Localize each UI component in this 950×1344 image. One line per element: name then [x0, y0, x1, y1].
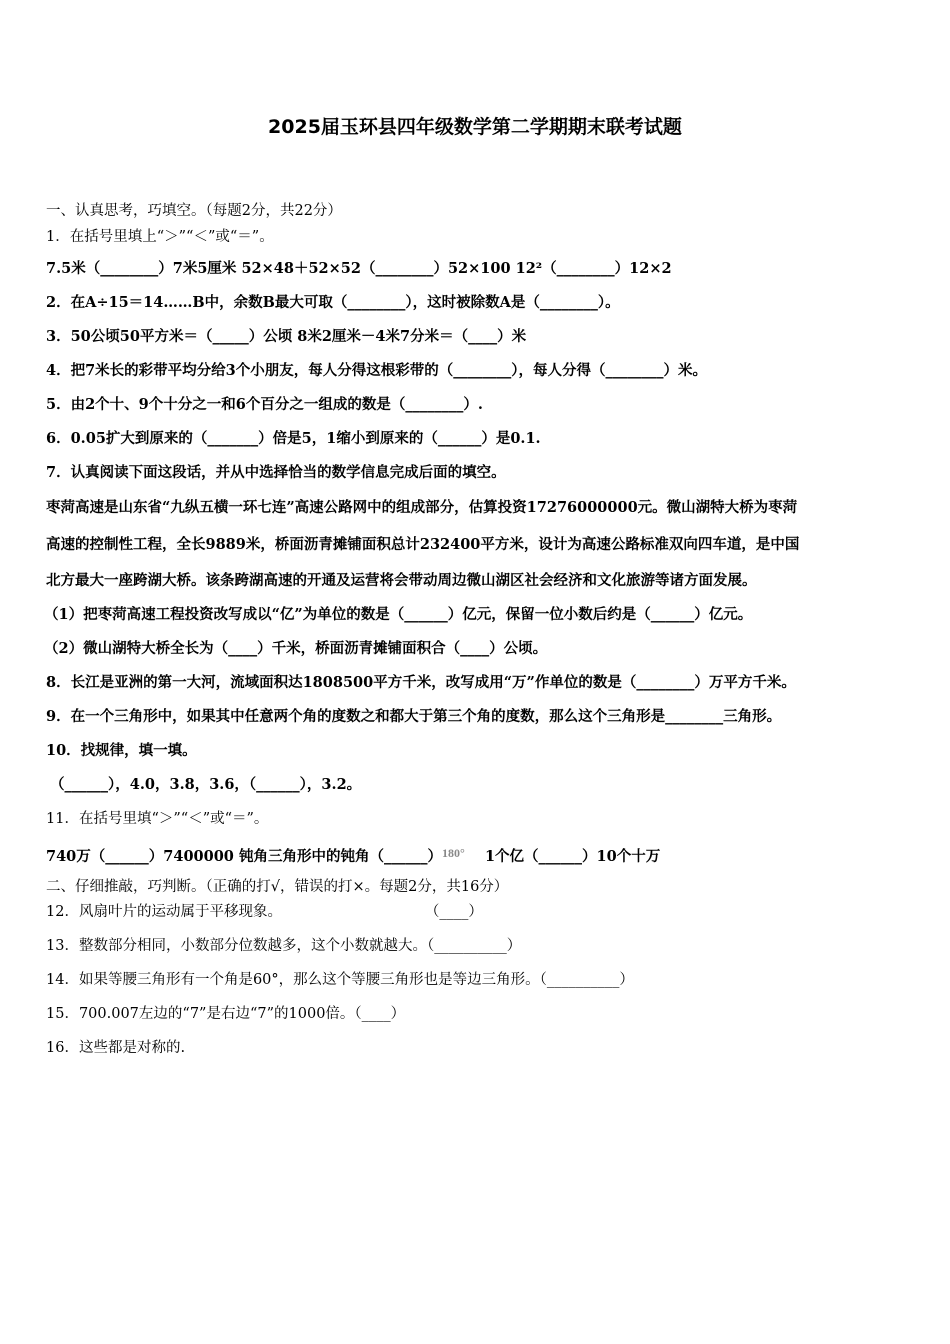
question-16: 16．这些都是对称的.: [46, 1040, 186, 1056]
passage-line-2: 高速的控制性工程，全长9889米，桥面沥青摊铺面积总计232400平方米，设计为高速公路标准双向四车道，是中国: [46, 536, 800, 553]
passage-line-3: 北方最大一座跨湖大桥。该条跨湖高速的开通及运营将会带动周边微山湖区社会经济和文化旅游等诸方面发展。: [46, 572, 757, 589]
question-2: 2．在A÷15＝14……B中，余数B最大可取（________），这时被除数A是（________）。: [46, 294, 620, 311]
question-15: 15．700.007左边的“7”是右边“7”的1000倍。（____）: [46, 1006, 406, 1022]
degree-180-label: 180°: [441, 846, 465, 860]
question-11-items: [46, 843, 660, 867]
question-4: 4．把7米长的彩带平均分给3个小朋友，每人分得这根彩带的（________），每人分得（________）米。: [46, 362, 708, 379]
question-12: 12．风扇叶片的运动属于平移现象。 （____）: [46, 904, 483, 920]
question-7: 7．认真阅读下面这段话，并从中选择恰当的数学信息完成后面的填空。: [46, 464, 506, 481]
question-1-items: 7.5米（________）7米5厘米 52×48＋52×52（________）52×100 12²（________）12×2: [46, 260, 672, 277]
passage-line-1: 枣菏高速是山东省“九纵五横一环七连”高速公路网中的组成部分，估算投资17276000000元。微山湖特大桥为枣菏: [46, 499, 798, 516]
question-8: 8．长江是亚洲的第一大河，流域面积达1808500平方千米，改写成用“万”作单位的数是（________）万平方千米。: [46, 674, 796, 691]
question-7-sub-1: （1）把枣菏高速工程投资改写成以“亿”为单位的数是（______）亿元，保留一位小数后约是（______）亿元。: [44, 606, 753, 623]
question-14: 14．如果等腰三角形有一个角是60°，那么这个等腰三角形也是等边三角形。（__________）: [46, 972, 634, 988]
question-10-sequence: （______），4.0，3.8，3.6，（______），3.2。: [50, 776, 362, 793]
question-3: 3．50公顷50平方米＝（_____）公顷 8米2厘米－4米7分米＝（____）米: [46, 328, 527, 345]
question-13: 13．整数部分相同，小数部分位数越多，这个小数就越大。（__________）: [46, 938, 522, 954]
section-heading-2: 二、仔细推敲，巧判断。（正确的打√，错误的打×。每题2分，共16分）: [46, 879, 509, 895]
question-10: 10．找规律，填一填。: [46, 742, 197, 759]
question-11: 11．在括号里填“＞”“＜”或“＝”。: [46, 811, 269, 827]
question-6: 6．0.05扩大到原来的（_______）倍是5，1缩小到原来的（______）是0.1.: [46, 430, 541, 447]
section-heading-1: 一、认真思考，巧填空。（每题2分，共22分）: [46, 203, 342, 219]
page-title: 2025届玉环县四年级数学第二学期期末联考试题: [268, 116, 682, 138]
question-5: 5．由2个十、9个十分之一和6个百分之一组成的数是（________）.: [46, 396, 483, 413]
question-7-sub-2: （2）微山湖特大桥全长为（____）千米，桥面沥青摊铺面积合（____）公顷。: [44, 640, 548, 657]
question-9: 9．在一个三角形中，如果其中任意两个角的度数之和都大于第三个角的度数，那么这个三角形是________三角形。: [46, 708, 782, 725]
question-1: 1．在括号里填上“＞”“＜”或“＝”。: [46, 229, 274, 245]
question-11-part-1: 740万（______）7400000 钝角三角形中的钝角（______）: [46, 848, 442, 865]
question-11-part-2: 1个亿（______）10个十万: [464, 848, 661, 865]
